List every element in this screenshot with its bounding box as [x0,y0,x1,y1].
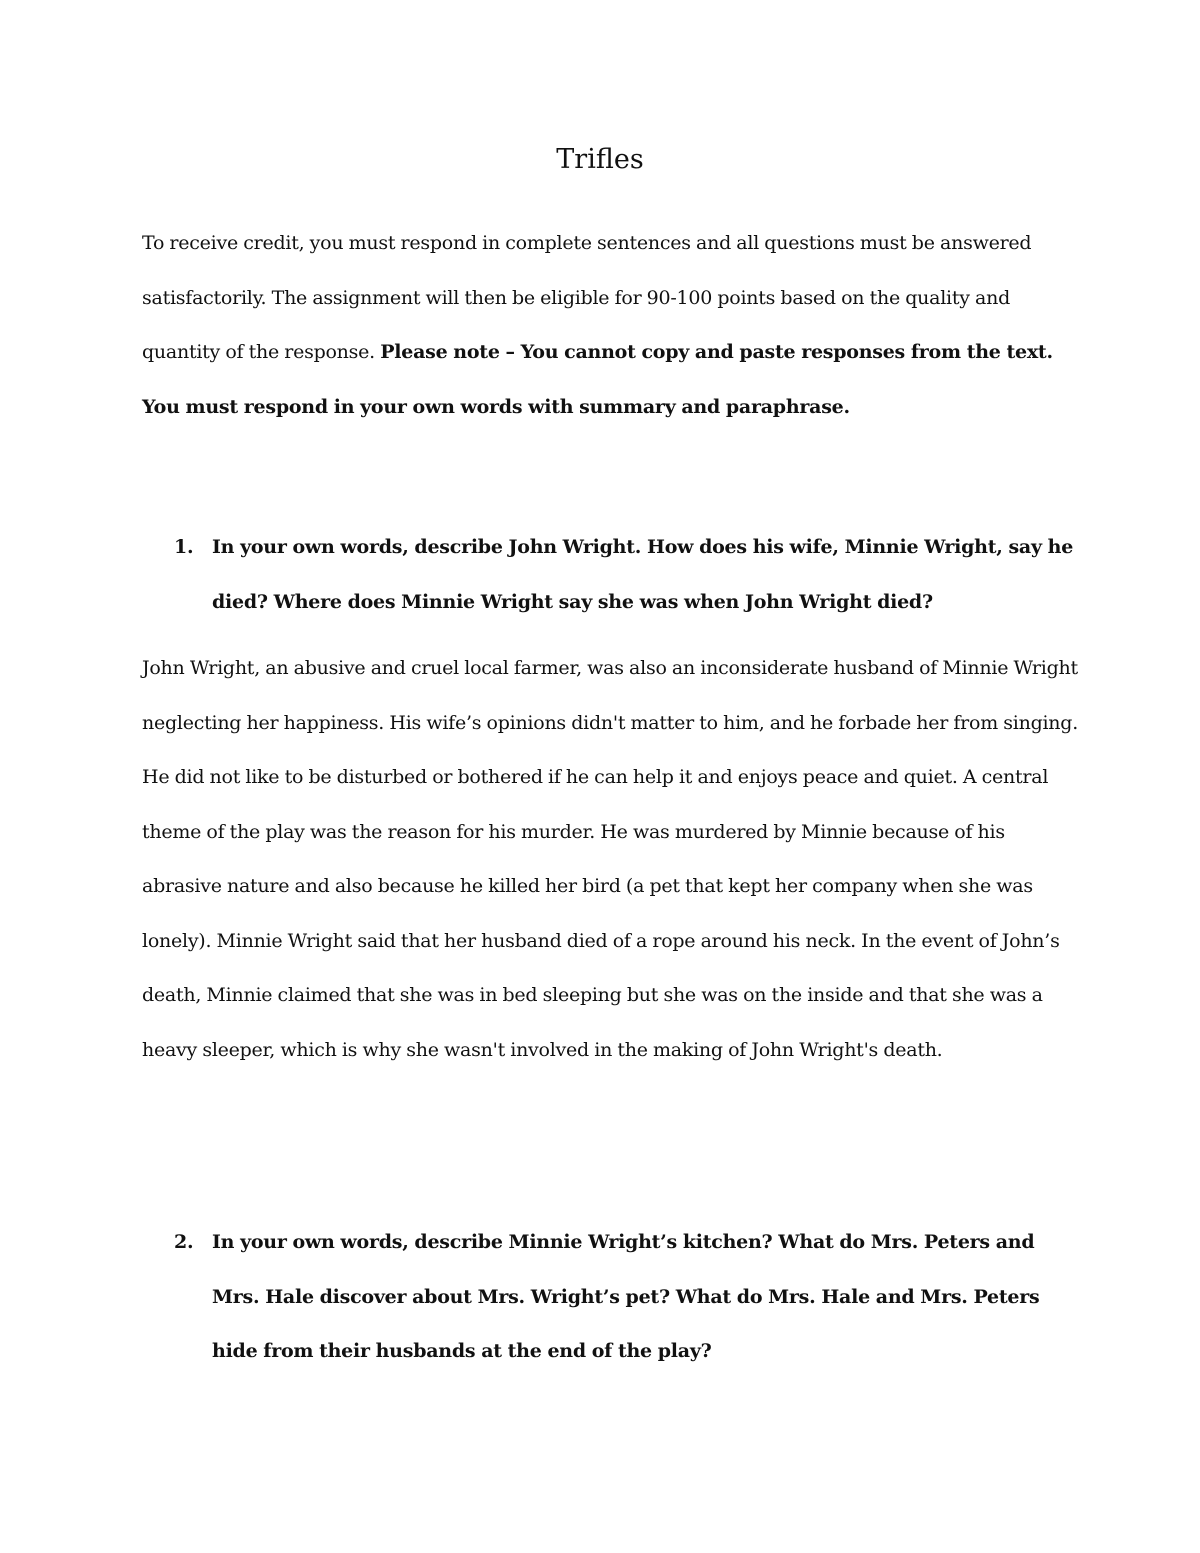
answer-1: John Wright, an abusive and cruel local farmer, was also an inconsiderate husband of Minnie Wright neglecting her happiness. His wife’s opinions didn't matter to him, and he forbade her from singing. He did not like to be disturbed or bothered if he can help it and enjoys peace and quiet. A central theme of the play was the reason for his murder. He was murdered by Minnie because of his abrasive nature and also because he killed her bird (a pet that kept her company when she was lonely). Minnie Wright said that her husband died of a rope around his neck. In the event of John’s death, Minnie claimed that she was in bed sleeping but she was on the inside and that she was a heavy sleeper, which is why she wasn't involved in the making of John Wright's death. [142,657,1078,1061]
question-2-text: In your own words, describe Minnie Wright’s kitchen? What do Mrs. Peters and Mrs. Hale discover about Mrs. Wright’s pet? What do Mrs. Hale and Mrs. Peters hide from their husbands at the end of the play? [212,1231,1040,1362]
document-title: Trifles [556,144,644,175]
instructions-text: To receive credit, you must respond in complete sentences and all questions must be answered satisfactorily. The assignment will then be eligible for 90-100 points based on the quality and quantity of the response. [142,232,1032,363]
instructions-paragraph [142,216,1082,434]
instructions-note: Please note – You cannot copy and paste responses from the text. You must respond in your own words with summary and paraphrase. [142,341,1053,418]
question-1-number: 1. [174,536,194,558]
question-1-text: In your own words, describe John Wright. How does his wife, Minnie Wright, say he died? Where does Minnie Wright say she was when John Wright died? [212,536,1074,613]
question-1 [142,520,1082,629]
question-2 [142,1215,1082,1379]
question-2-number: 2. [174,1231,194,1253]
